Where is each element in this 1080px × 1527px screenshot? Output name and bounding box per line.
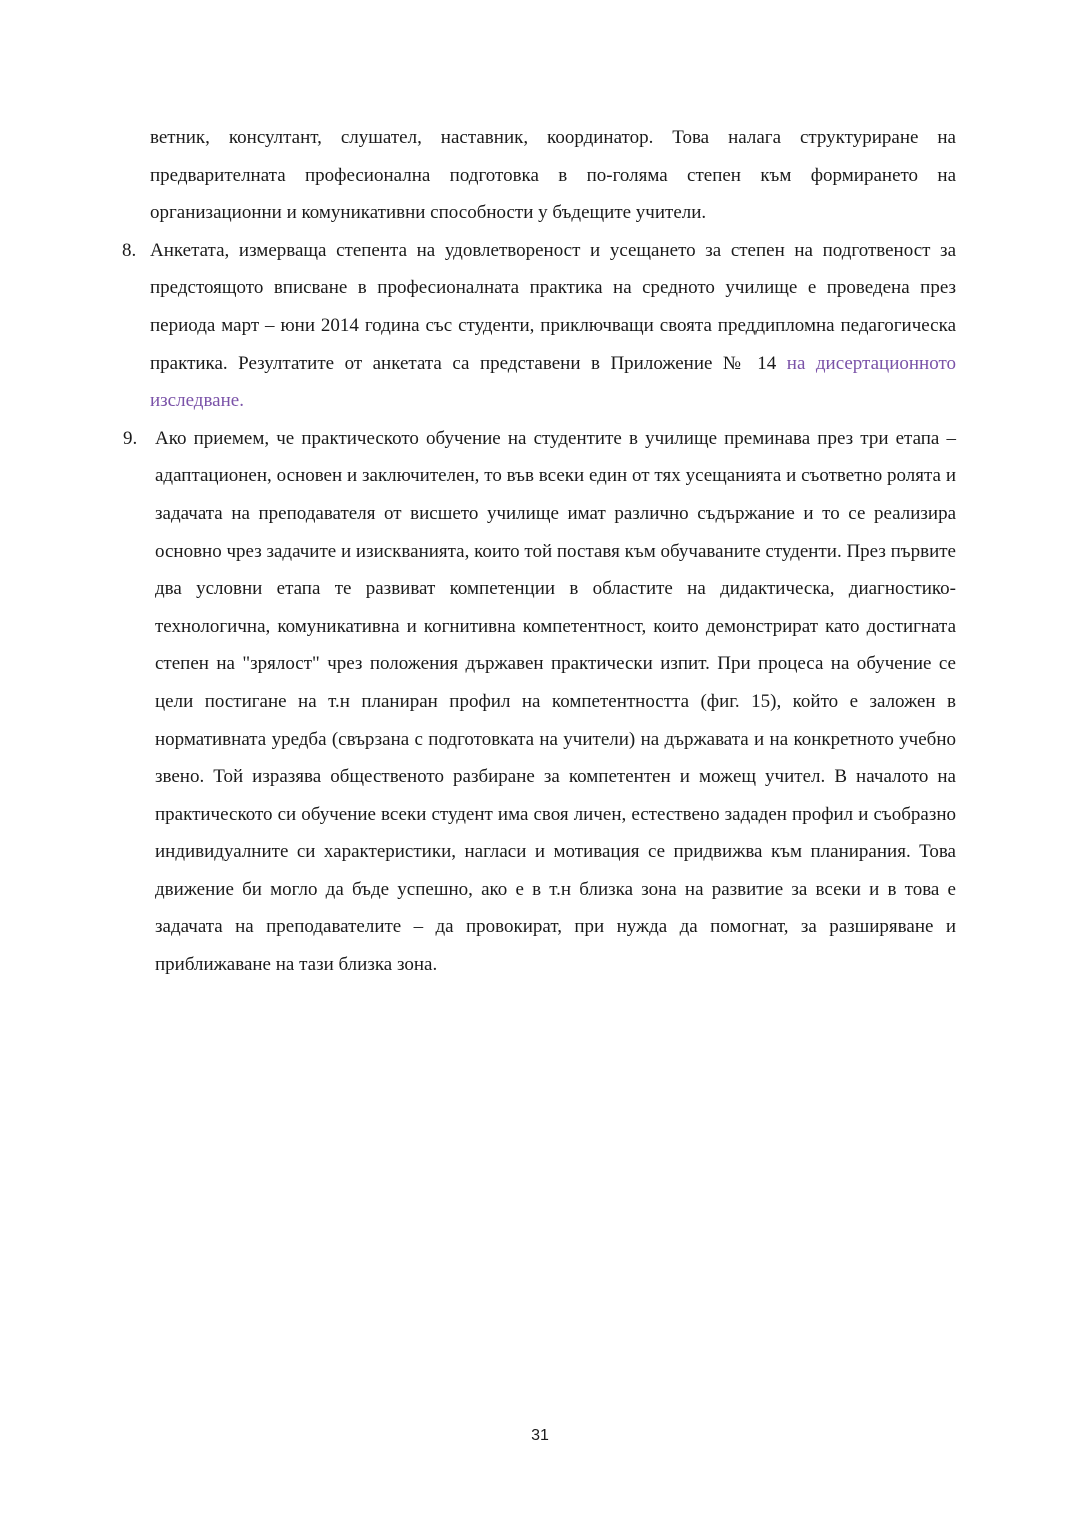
continuation-paragraph: ветник, консултант, слушател, наставник, координатор. Това налага структуриране на предварителната професионална подготовка в по-голяма степен към формирането на организационни и комуникативни способности у бъдещите учители.: [150, 127, 956, 224]
list-number-8: 8.: [122, 239, 137, 261]
list-text-8: Анкетата, измерваща степента на удовлетвореност и усещането за степен на подготвеност за предстоящото вписване в професионалната практика на средното училище е проведена през периода март – юни 2014 година със студенти, приключващи своята преддипломна педагогическа практика. Резултатите от анкетата са представени в Приложение № 14: [150, 239, 956, 374]
dissertation-link-text[interactable]: на дисертационното изследване.: [150, 352, 956, 412]
list-body-8: [150, 240, 956, 411]
page-body: [122, 119, 956, 984]
list-number-9: 9.: [123, 427, 138, 449]
list-item-9: [123, 420, 956, 984]
list-text-9: Ако приемем, че практическото обучение на студентите в училище преминава през три етапа – адаптационен, основен и заключителен, то във всеки един от тях усещанията и съответно ролята и задачата на преподавателя от висшето училище имат различно съдържание и то се реализира основно чрез задачите и изискванията, които той поставя към обучаваните студенти. През първите два условни етапа те развиват компетенции в областите на дидактическа, диагностико-технологична, комуникативна и когнитивна компетентност, които демонстрират като достигната степен на "зрялост" чрез положения държавен практически изпит. При процеса на обучение се цели постигане на т.н планиран профил на компетентността (фиг. 15), който е заложен в нормативната уредба (свързана с подготовката на учители) на държавата и на конкретното учебно звено. Той изразява общественото разбиране за компетентен и можещ учител. В началото на практическото си обучение всеки студент има своя личен, естествено зададен профил и съобразно индивидуалните си характеристики, нагласи и мотивация се придвижва към планирания. Това движение би могло да бъде успешно, ако е в т.н близка зона на развитие за всеки и в това е задачата на преподавателите – да провокират, при нужда да помогнат, за разширяване и приближаване на тази близка зона.: [155, 427, 956, 976]
list-item-8: [122, 232, 956, 420]
page-number: 31: [531, 1427, 549, 1444]
